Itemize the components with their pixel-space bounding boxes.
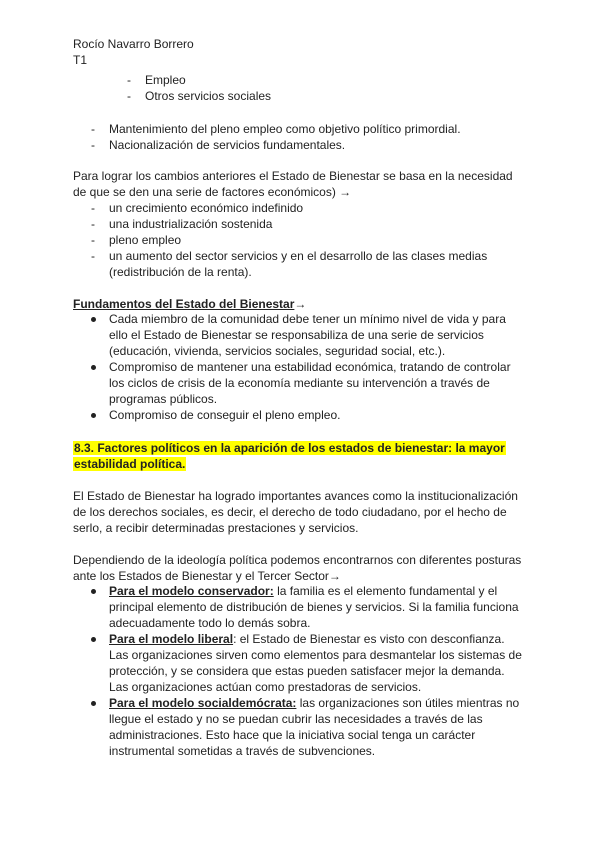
paragraph-line: ante los Estados de Bienestar y el Tercer Sector→ — [73, 569, 341, 583]
section-heading — [73, 296, 306, 312]
list-item: un aumento del sector servicios y en el desarrollo de las clases medias — [109, 249, 488, 263]
paragraph-line: de que se den una serie de factores económicos) → — [73, 185, 352, 199]
list-item-text: : el Estado de Bienestar es visto con desconfianza. — [233, 632, 505, 646]
modelo-socialdemocrata-label: Para el modelo socialdemócrata: — [109, 696, 297, 710]
highlighted-heading: estabilidad política. — [74, 457, 186, 471]
dash-marker: - — [91, 233, 95, 247]
list-item: Cada miembro de la comunidad debe tener un mínimo nivel de vida y para — [109, 312, 506, 326]
bullet-icon — [91, 589, 96, 594]
list-item-liberal — [109, 631, 505, 647]
list-item-continuation: administraciones. Esto hace que la iniciativa social tenga un carácter — [109, 728, 476, 742]
list-item-continuation: protección, y se considera que estas pueden satisfacer mejor la demanda. — [109, 664, 505, 678]
paragraph-line: serlo, a recibir determinadas prestaciones y servicios. — [73, 521, 359, 535]
dash-marker: - — [91, 217, 95, 231]
list-item-continuation: (educación, vivienda, servicios sociales, seguridad social, etc.). — [109, 344, 446, 358]
list-item-socialdemocrata — [109, 695, 519, 711]
list-item-text: las organizaciones son útiles mientras no — [296, 696, 520, 710]
dash-marker: - — [91, 249, 95, 263]
bullet-icon — [91, 701, 96, 706]
list-item-continuation: programas públicos. — [109, 392, 218, 406]
list-item-continuation: principal elemento de distribución de bienes y servicios. Si la familia funciona — [109, 600, 519, 614]
list-item: pleno empleo — [109, 233, 182, 247]
list-item-continuation: los ciclos de crisis de la economía mediante su intervención a través de — [109, 376, 490, 390]
section-heading-8-3 — [73, 440, 506, 456]
dash-marker: - — [127, 73, 131, 87]
bullet-icon — [91, 317, 96, 322]
highlighted-heading: 8.3. Factores políticos en la aparición de los estados de bienestar: la mayor — [74, 441, 505, 455]
arrow-glyph: → — [294, 297, 307, 311]
list-item: Compromiso de conseguir el pleno empleo. — [109, 408, 341, 422]
list-item: Otros servicios sociales — [145, 89, 272, 103]
bullet-icon — [91, 365, 96, 370]
list-item-text: la familia es el elemento fundamental y el — [273, 584, 498, 598]
list-item-continuation: Las organizaciones sirven como elementos para desmantelar los sistemas de — [109, 648, 522, 662]
list-item-continuation: instrumental sometidas a través de subvenciones. — [109, 744, 376, 758]
paragraph-line: El Estado de Bienestar ha logrado importantes avances como la institucionalización — [73, 489, 518, 503]
dash-marker: - — [91, 122, 95, 136]
bullet-icon — [91, 413, 96, 418]
list-item-conservador — [109, 583, 497, 599]
paragraph-line: Dependiendo de la ideología política podemos encontrarnos con diferentes posturas — [73, 553, 522, 567]
list-item: una industrialización sostenida — [109, 217, 273, 231]
list-item: Mantenimiento del pleno empleo como objetivo político primordial. — [109, 122, 461, 136]
modelo-conservador-label: Para el modelo conservador: — [109, 584, 274, 598]
list-item: un crecimiento económico indefinido — [109, 201, 304, 215]
author-name: Rocío Navarro Borrero — [73, 37, 194, 51]
list-item-continuation: (redistribución de la renta). — [109, 265, 252, 279]
dash-marker: - — [91, 138, 95, 152]
dash-marker: - — [127, 89, 131, 103]
document-code: T1 — [73, 53, 88, 67]
modelo-liberal-label: Para el modelo liberal — [109, 632, 234, 646]
fundamentos-title: Fundamentos del Estado del Bienestar — [73, 297, 295, 311]
list-item-continuation: llegue el estado y no se puedan cubrir las necesidades a través de las — [109, 712, 483, 726]
list-item-continuation: Las organizaciones actúan como prestadoras de servicios. — [109, 680, 422, 694]
list-item: Empleo — [145, 73, 186, 87]
section-heading-8-3-cont — [73, 456, 186, 472]
dash-marker: - — [91, 201, 95, 215]
paragraph-line: de los derechos sociales, es decir, el derecho de todo ciudadano, por el hecho de — [73, 505, 507, 519]
list-item-continuation: ello el Estado de Bienestar se responsabiliza de una serie de servicios — [109, 328, 484, 342]
list-item-continuation: adecuadamente todo lo demás sobra. — [109, 616, 311, 630]
paragraph-line: Para lograr los cambios anteriores el Estado de Bienestar se basa en la necesidad — [73, 169, 513, 183]
list-item: Nacionalización de servicios fundamentales. — [109, 138, 346, 152]
list-item: Compromiso de mantener una estabilidad económica, tratando de controlar — [109, 360, 511, 374]
bullet-icon — [91, 637, 96, 642]
